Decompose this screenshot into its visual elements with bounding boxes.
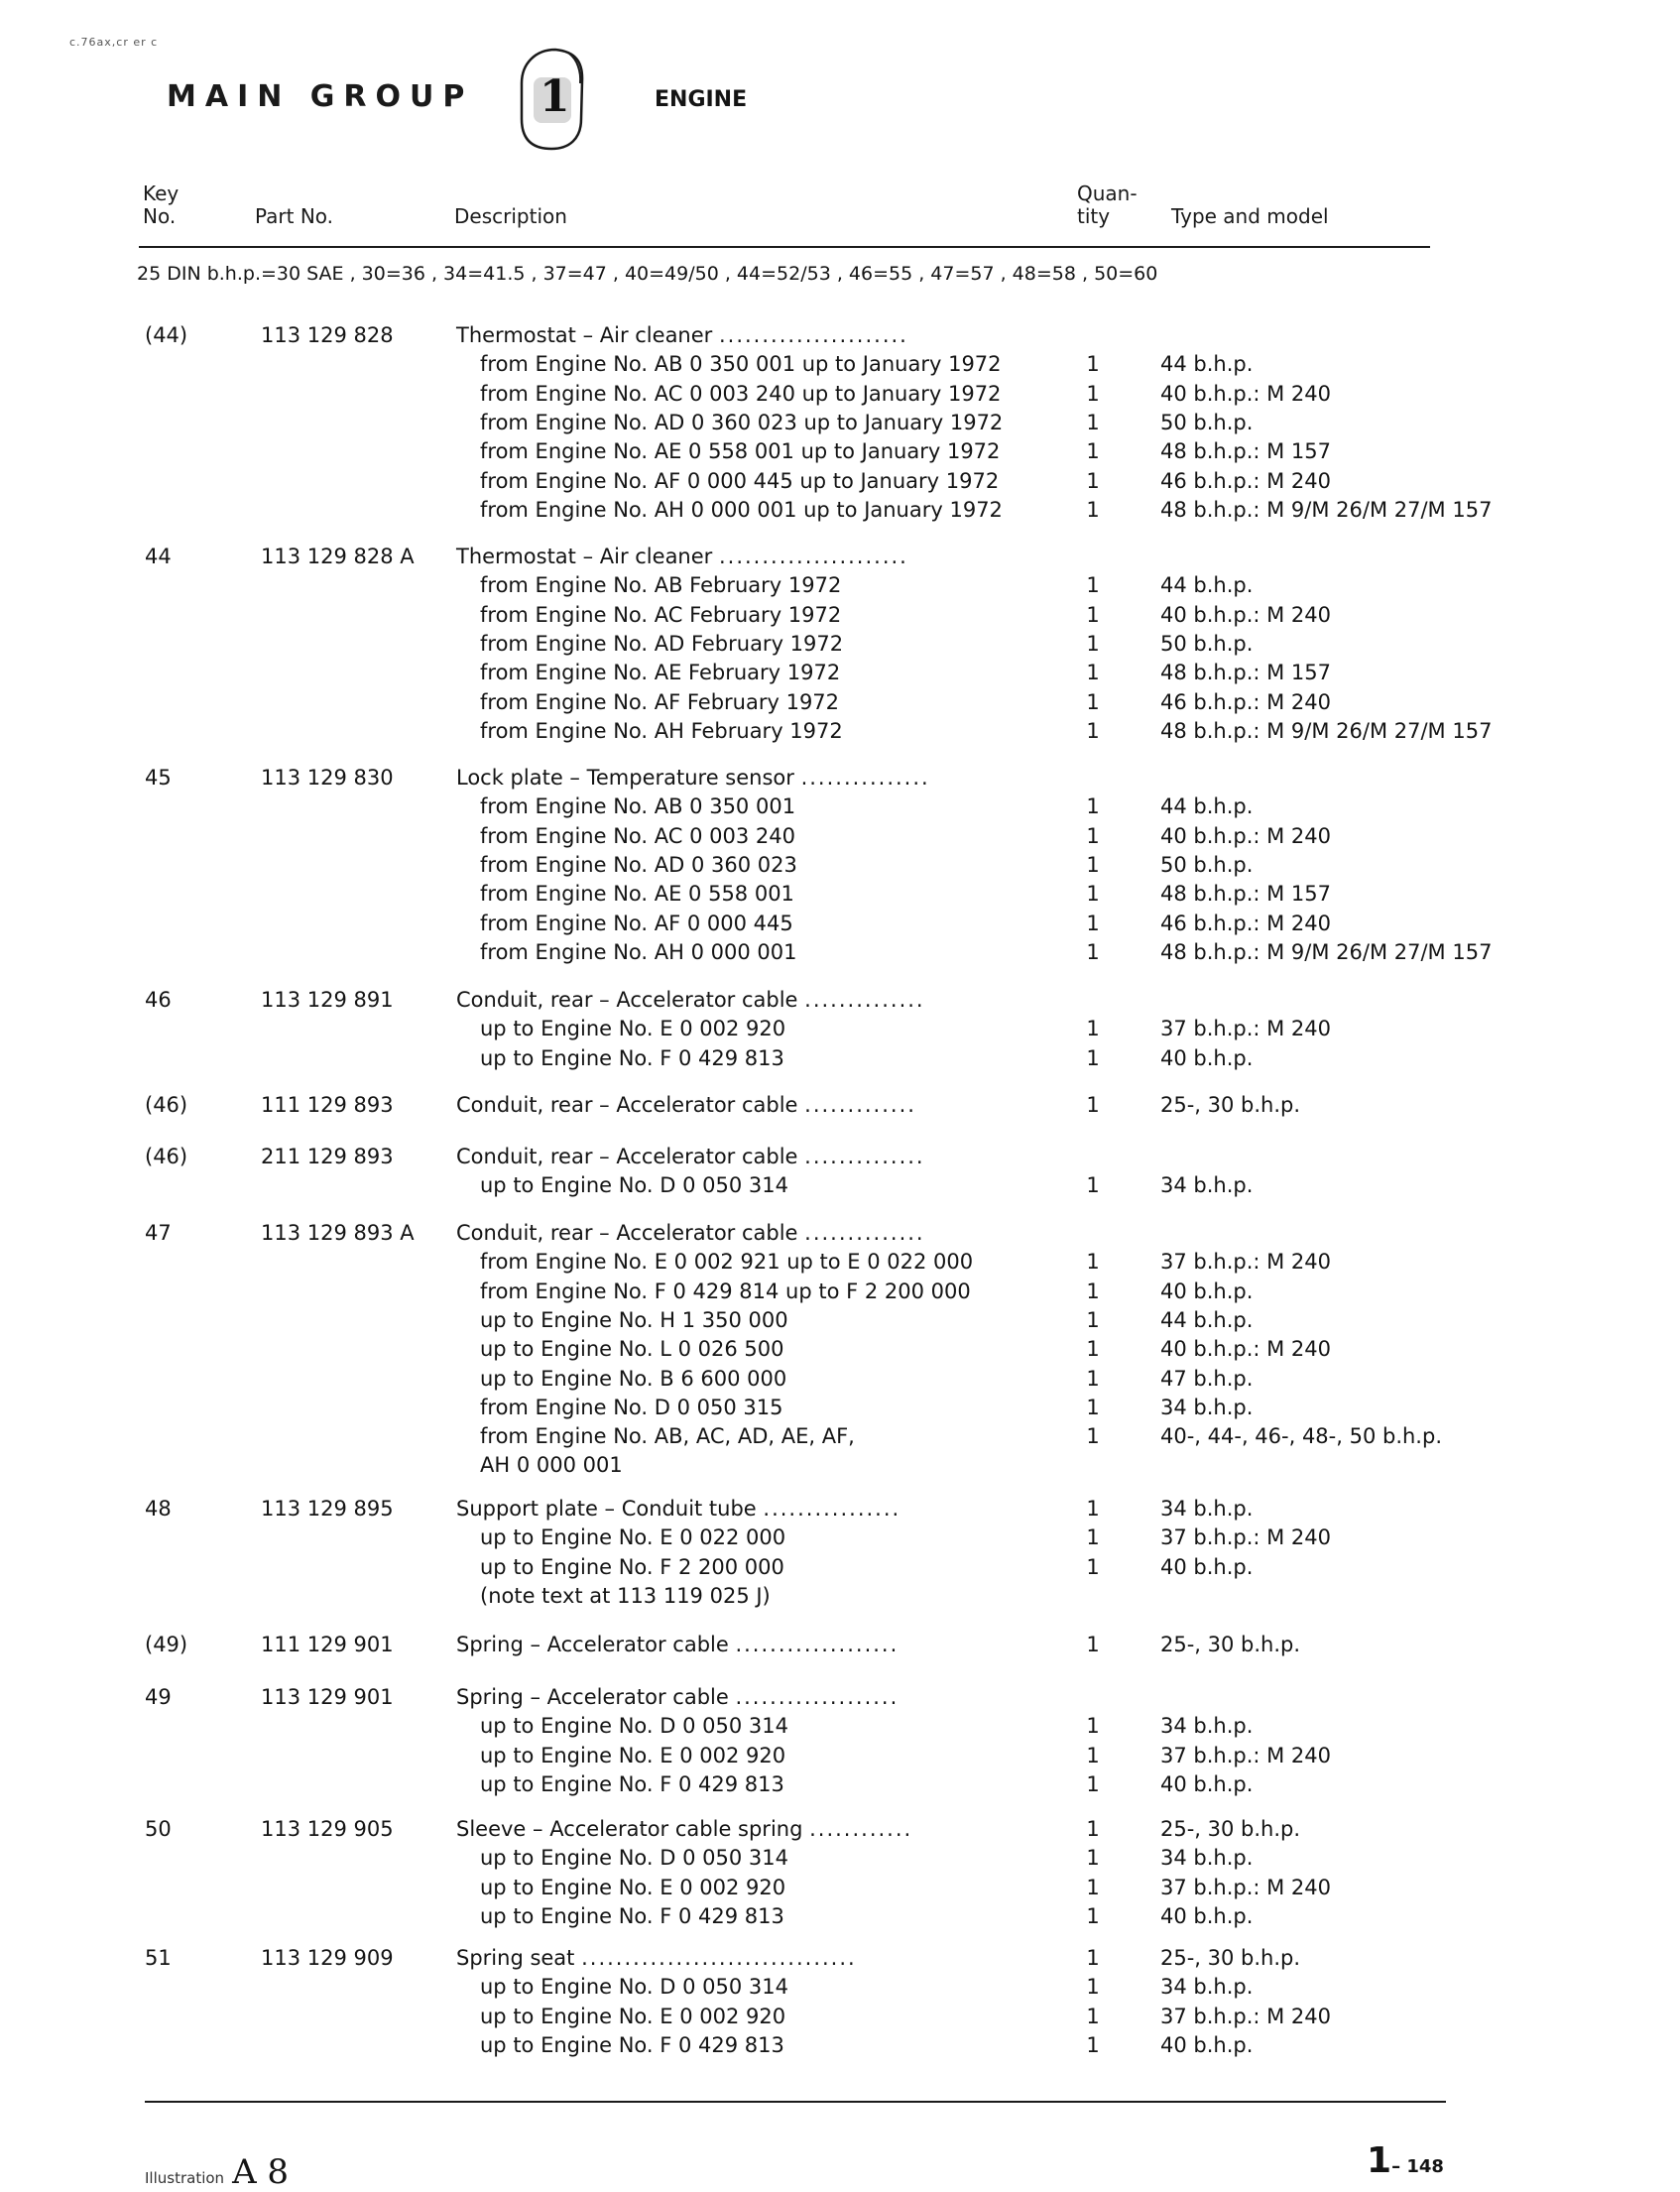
quantity: 1 — [1086, 498, 1100, 522]
type-model: 48 b.h.p.: M 157 — [1160, 661, 1332, 684]
type-model: 34 b.h.p. — [1160, 1497, 1254, 1521]
type-model: 48 b.h.p.: M 9/M 26/M 27/M 157 — [1160, 498, 1493, 522]
part-entry — [0, 1815, 1680, 1844]
applicability-line — [0, 1394, 1680, 1422]
applicability-line — [0, 409, 1680, 437]
part-number: 113 129 830 — [261, 766, 394, 790]
applicability-line — [0, 1902, 1680, 1931]
col-header-key-line2: No. — [143, 204, 177, 228]
quantity: 1 — [1086, 1017, 1100, 1040]
part-description — [456, 321, 908, 350]
engine-range: from Engine No. E 0 002 921 up to E 0 022 000 — [480, 1250, 974, 1274]
type-model: 34 b.h.p. — [1160, 1173, 1254, 1197]
engine-range: from Engine No. AC 0 003 240 up to January 1972 — [480, 382, 1002, 406]
part-description — [456, 1815, 912, 1844]
part-entry — [0, 764, 1680, 792]
type-model: 25-, 30 b.h.p. — [1160, 1817, 1301, 1841]
part-description — [456, 1944, 857, 1973]
description-text: Conduit, rear – Accelerator cable — [456, 988, 805, 1012]
quantity: 1 — [1086, 1497, 1100, 1521]
applicability-line — [0, 380, 1680, 409]
page-number-sub: – 148 — [1391, 2156, 1444, 2177]
type-model: 37 b.h.p.: M 240 — [1160, 2005, 1332, 2028]
quantity: 1 — [1086, 1714, 1100, 1738]
description-text: Thermostat – Air cleaner — [456, 323, 719, 347]
quantity: 1 — [1086, 1817, 1100, 1841]
engine-range: up to Engine No. D 0 050 314 — [480, 1714, 788, 1738]
part-number: 113 129 895 — [261, 1497, 394, 1521]
type-model: 34 b.h.p. — [1160, 1714, 1254, 1738]
col-header-qty-line1: Quan- — [1077, 182, 1138, 205]
type-model: 40 b.h.p. — [1160, 2033, 1254, 2057]
part-number: 113 129 893 A — [261, 1221, 415, 1245]
quantity: 1 — [1086, 382, 1100, 406]
part-description — [456, 1683, 899, 1712]
type-model: 44 b.h.p. — [1160, 573, 1254, 597]
applicability-line — [0, 1451, 1680, 1480]
engine-range: (note text at 113 119 025 J) — [480, 1584, 771, 1608]
type-model: 40 b.h.p. — [1160, 1046, 1254, 1070]
engine-range: from Engine No. D 0 050 315 — [480, 1396, 783, 1419]
engine-range: up to Engine No. H 1 350 000 — [480, 1308, 788, 1332]
applicability-line — [0, 1248, 1680, 1277]
engine-range: from Engine No. F 0 429 814 up to F 2 200 000 — [480, 1279, 971, 1303]
part-number: 111 129 893 — [261, 1093, 394, 1117]
engine-range: from Engine No. AE 0 558 001 up to January 1972 — [480, 439, 1001, 463]
type-model: 48 b.h.p.: M 9/M 26/M 27/M 157 — [1160, 719, 1493, 743]
applicability-line — [0, 1306, 1680, 1335]
applicability-line — [0, 1171, 1680, 1200]
applicability-line — [0, 601, 1680, 630]
part-description — [456, 1143, 925, 1171]
key-number: (46) — [145, 1093, 188, 1117]
type-model: 50 b.h.p. — [1160, 632, 1254, 656]
applicability-line — [0, 1523, 1680, 1552]
type-model: 25-, 30 b.h.p. — [1160, 1946, 1301, 1970]
quantity: 1 — [1086, 940, 1100, 964]
footer-rule — [145, 2101, 1446, 2103]
description-text: Spring seat — [456, 1946, 582, 1970]
engine-range: from Engine No. AD 0 360 023 up to January 1972 — [480, 411, 1004, 434]
illustration-code: A 8 — [232, 2152, 290, 2192]
applicability-line — [0, 1770, 1680, 1799]
quantity: 1 — [1086, 719, 1100, 743]
type-model: 46 b.h.p.: M 240 — [1160, 690, 1332, 714]
dot-leader: ............ — [809, 1817, 913, 1841]
key-number: (46) — [145, 1145, 188, 1168]
engine-range: from Engine No. AD 0 360 023 — [480, 853, 797, 877]
page-number-main: 1 — [1367, 2140, 1392, 2181]
type-model: 40 b.h.p. — [1160, 1279, 1254, 1303]
type-model: 37 b.h.p.: M 240 — [1160, 1525, 1332, 1549]
engine-range: AH 0 000 001 — [480, 1453, 623, 1477]
quantity: 1 — [1086, 1046, 1100, 1070]
part-description — [456, 764, 930, 792]
applicability-line — [0, 437, 1680, 466]
dot-leader: ................... — [735, 1633, 900, 1656]
description-text: Spring – Accelerator cable — [456, 1685, 736, 1709]
type-model: 40 b.h.p.: M 240 — [1160, 1337, 1332, 1361]
engine-range: from Engine No. AB 0 350 001 — [480, 794, 796, 818]
key-number: 51 — [145, 1946, 172, 1970]
part-description — [456, 1091, 916, 1120]
engine-range: up to Engine No. B 6 600 000 — [480, 1367, 787, 1391]
part-entry — [0, 543, 1680, 571]
applicability-line — [0, 792, 1680, 821]
description-text: Support plate – Conduit tube — [456, 1497, 764, 1521]
dot-leader: ................... — [735, 1685, 900, 1709]
quantity: 1 — [1086, 469, 1100, 493]
engine-range: from Engine No. AB, AC, AD, AE, AF, — [480, 1424, 855, 1448]
applicability-line — [0, 822, 1680, 851]
quantity: 1 — [1086, 1555, 1100, 1579]
quantity: 1 — [1086, 603, 1100, 627]
col-header-qty-line2: tity — [1077, 204, 1111, 228]
engine-range: up to Engine No. F 0 429 813 — [480, 2033, 784, 2057]
quantity: 1 — [1086, 1904, 1100, 1928]
quantity: 1 — [1086, 1946, 1100, 1970]
quantity: 1 — [1086, 824, 1100, 848]
applicability-line — [0, 717, 1680, 746]
key-number: (49) — [145, 1633, 188, 1656]
engine-range: up to Engine No. D 0 050 314 — [480, 1846, 788, 1870]
quantity: 1 — [1086, 1975, 1100, 1999]
type-model: 34 b.h.p. — [1160, 1975, 1254, 1999]
engine-range: from Engine No. AE 0 558 001 — [480, 882, 794, 906]
applicability-line — [0, 2031, 1680, 2060]
applicability-line — [0, 1335, 1680, 1364]
engine-range: up to Engine No. E 0 002 920 — [480, 1876, 786, 1899]
part-number: 113 129 828 — [261, 323, 394, 347]
quantity: 1 — [1086, 1337, 1100, 1361]
part-description — [456, 1631, 899, 1659]
applicability-line — [0, 630, 1680, 659]
type-model: 48 b.h.p.: M 9/M 26/M 27/M 157 — [1160, 940, 1493, 964]
engine-range: up to Engine No. L 0 026 500 — [480, 1337, 784, 1361]
applicability-line — [0, 1742, 1680, 1770]
main-group-title: MAIN GROUP — [167, 79, 474, 114]
dot-leader: .............. — [804, 1221, 925, 1245]
part-entry — [0, 1631, 1680, 1659]
applicability-line — [0, 2003, 1680, 2031]
applicability-line — [0, 1844, 1680, 1873]
description-text: Thermostat – Air cleaner — [456, 545, 719, 568]
type-model: 44 b.h.p. — [1160, 794, 1254, 818]
type-model: 40 b.h.p.: M 240 — [1160, 603, 1332, 627]
quantity: 1 — [1086, 573, 1100, 597]
description-text: Conduit, rear – Accelerator cable — [456, 1093, 805, 1117]
page-number — [1367, 2140, 1444, 2181]
type-model: 46 b.h.p.: M 240 — [1160, 469, 1332, 493]
quantity: 1 — [1086, 1093, 1100, 1117]
part-entry — [0, 1944, 1680, 1973]
illustration-ref — [145, 2152, 289, 2192]
part-number: 211 129 893 — [261, 1145, 394, 1168]
type-model: 50 b.h.p. — [1160, 411, 1254, 434]
quantity: 1 — [1086, 1744, 1100, 1767]
applicability-line — [0, 496, 1680, 525]
type-model: 37 b.h.p.: M 240 — [1160, 1017, 1332, 1040]
type-model: 34 b.h.p. — [1160, 1396, 1254, 1419]
quantity: 1 — [1086, 912, 1100, 935]
quantity: 1 — [1086, 661, 1100, 684]
section-title: ENGINE — [655, 87, 748, 112]
type-model: 25-, 30 b.h.p. — [1160, 1633, 1301, 1656]
quantity: 1 — [1086, 1525, 1100, 1549]
engine-range: up to Engine No. E 0 002 920 — [480, 2005, 786, 2028]
part-description — [456, 543, 908, 571]
part-number: 113 129 909 — [261, 1946, 394, 1970]
part-entry — [0, 1143, 1680, 1171]
description-text: Spring – Accelerator cable — [456, 1633, 736, 1656]
col-header-type-model: Type and model — [1171, 204, 1329, 228]
applicability-line — [0, 659, 1680, 687]
dot-leader: .............. — [804, 988, 925, 1012]
type-model: 34 b.h.p. — [1160, 1846, 1254, 1870]
type-model: 40-, 44-, 46-, 48-, 50 b.h.p. — [1160, 1424, 1442, 1448]
key-number: (44) — [145, 323, 188, 347]
part-entry — [0, 321, 1680, 350]
quantity: 1 — [1086, 1396, 1100, 1419]
part-entry — [0, 986, 1680, 1015]
applicability-line — [0, 1278, 1680, 1306]
part-entry — [0, 1683, 1680, 1712]
engine-range: from Engine No. AC 0 003 240 — [480, 824, 795, 848]
engine-range: from Engine No. AB 0 350 001 up to January 1972 — [480, 352, 1002, 376]
type-model: 40 b.h.p. — [1160, 1772, 1254, 1796]
col-header-description: Description — [454, 204, 567, 228]
type-model: 25-, 30 b.h.p. — [1160, 1093, 1301, 1117]
applicability-line — [0, 880, 1680, 909]
quantity: 1 — [1086, 1633, 1100, 1656]
applicability-line — [0, 1044, 1680, 1073]
applicability-line — [0, 938, 1680, 967]
part-entry — [0, 1091, 1680, 1120]
applicability-line — [0, 1712, 1680, 1741]
quantity: 1 — [1086, 1876, 1100, 1899]
group-number: 1 — [540, 71, 570, 122]
quantity: 1 — [1086, 1846, 1100, 1870]
engine-range: up to Engine No. F 0 429 813 — [480, 1772, 784, 1796]
description-text: Lock plate – Temperature sensor — [456, 766, 801, 790]
engine-range: from Engine No. AF February 1972 — [480, 690, 840, 714]
engine-range: from Engine No. AH 0 000 001 — [480, 940, 797, 964]
type-model: 37 b.h.p.: M 240 — [1160, 1250, 1332, 1274]
applicability-line — [0, 1422, 1680, 1451]
dot-leader: ................ — [763, 1497, 901, 1521]
applicability-line — [0, 1874, 1680, 1902]
engine-range: up to Engine No. F 0 429 813 — [480, 1046, 784, 1070]
quantity: 1 — [1086, 853, 1100, 877]
part-description — [456, 1219, 925, 1248]
dot-leader: ...................... — [718, 545, 908, 568]
key-number: 49 — [145, 1685, 172, 1709]
engine-range: from Engine No. AH February 1972 — [480, 719, 843, 743]
engine-range: from Engine No. AE February 1972 — [480, 661, 841, 684]
quantity: 1 — [1086, 632, 1100, 656]
quantity: 1 — [1086, 1308, 1100, 1332]
quantity: 1 — [1086, 690, 1100, 714]
type-model: 40 b.h.p.: M 240 — [1160, 382, 1332, 406]
engine-range: from Engine No. AH 0 000 001 up to January 1972 — [480, 498, 1003, 522]
key-number: 50 — [145, 1817, 172, 1841]
col-header-part: Part No. — [255, 204, 334, 228]
type-model: 44 b.h.p. — [1160, 352, 1254, 376]
din-conversion-note: 25 DIN b.h.p.=30 SAE , 30=36 , 34=41.5 , 37=47 , 40=49/50 , 44=52/53 , 46=55 , 47=57 , 48=58 , 50=60 — [137, 263, 1158, 285]
applicability-line — [0, 1553, 1680, 1582]
type-model: 40 b.h.p. — [1160, 1555, 1254, 1579]
applicability-line — [0, 910, 1680, 938]
key-number: 44 — [145, 545, 172, 568]
engine-range: from Engine No. AD February 1972 — [480, 632, 844, 656]
applicability-line — [0, 1015, 1680, 1043]
part-description — [456, 986, 925, 1015]
description-text: Conduit, rear – Accelerator cable — [456, 1221, 805, 1245]
type-model: 46 b.h.p.: M 240 — [1160, 912, 1332, 935]
dot-leader: ................................ — [581, 1946, 857, 1970]
description-text: Conduit, rear – Accelerator cable — [456, 1145, 805, 1168]
quantity: 1 — [1086, 2033, 1100, 2057]
key-number: 47 — [145, 1221, 172, 1245]
quantity: 1 — [1086, 1173, 1100, 1197]
applicability-line — [0, 467, 1680, 496]
part-number: 113 129 901 — [261, 1685, 394, 1709]
col-header-key-line1: Key — [143, 182, 180, 205]
type-model: 44 b.h.p. — [1160, 1308, 1254, 1332]
quantity: 1 — [1086, 352, 1100, 376]
quantity: 1 — [1086, 1279, 1100, 1303]
engine-range: up to Engine No. F 2 200 000 — [480, 1555, 784, 1579]
engine-range: up to Engine No. D 0 050 314 — [480, 1173, 788, 1197]
quantity: 1 — [1086, 411, 1100, 434]
type-model: 48 b.h.p.: M 157 — [1160, 439, 1332, 463]
quantity: 1 — [1086, 1424, 1100, 1448]
type-model: 48 b.h.p.: M 157 — [1160, 882, 1332, 906]
engine-range: up to Engine No. D 0 050 314 — [480, 1975, 788, 1999]
engine-range: from Engine No. AC February 1972 — [480, 603, 842, 627]
dot-leader: ............... — [800, 766, 930, 790]
type-model: 37 b.h.p.: M 240 — [1160, 1876, 1332, 1899]
applicability-line — [0, 1365, 1680, 1394]
engine-range: up to Engine No. E 0 002 920 — [480, 1017, 786, 1040]
applicability-line — [0, 350, 1680, 379]
engine-range: up to Engine No. F 0 429 813 — [480, 1904, 784, 1928]
applicability-line — [0, 688, 1680, 717]
quantity: 1 — [1086, 2005, 1100, 2028]
applicability-line — [0, 1973, 1680, 2002]
type-model: 37 b.h.p.: M 240 — [1160, 1744, 1332, 1767]
type-model: 50 b.h.p. — [1160, 853, 1254, 877]
part-number: 113 129 828 A — [261, 545, 415, 568]
applicability-line — [0, 851, 1680, 880]
dot-leader: .............. — [804, 1145, 925, 1168]
applicability-line — [0, 1582, 1680, 1611]
dot-leader: ............. — [804, 1093, 916, 1117]
part-description — [456, 1495, 900, 1523]
type-model: 40 b.h.p.: M 240 — [1160, 824, 1332, 848]
quantity: 1 — [1086, 794, 1100, 818]
key-number: 45 — [145, 766, 172, 790]
part-number: 113 129 891 — [261, 988, 394, 1012]
part-number: 113 129 905 — [261, 1817, 394, 1841]
key-number: 48 — [145, 1497, 172, 1521]
description-text: Sleeve – Accelerator cable spring — [456, 1817, 810, 1841]
quantity: 1 — [1086, 1367, 1100, 1391]
quantity: 1 — [1086, 1772, 1100, 1796]
engine-range: from Engine No. AB February 1972 — [480, 573, 842, 597]
scan-noise: c.76ax,cr er c — [69, 36, 159, 49]
type-model: 47 b.h.p. — [1160, 1367, 1254, 1391]
dot-leader: ...................... — [718, 323, 908, 347]
part-entry — [0, 1495, 1680, 1523]
quantity: 1 — [1086, 439, 1100, 463]
engine-range: up to Engine No. E 0 022 000 — [480, 1525, 786, 1549]
applicability-line — [0, 571, 1680, 600]
quantity: 1 — [1086, 882, 1100, 906]
part-number: 111 129 901 — [261, 1633, 394, 1656]
engine-range: from Engine No. AF 0 000 445 up to January 1972 — [480, 469, 1000, 493]
key-number: 46 — [145, 988, 172, 1012]
part-entry — [0, 1219, 1680, 1248]
type-model: 40 b.h.p. — [1160, 1904, 1254, 1928]
engine-range: from Engine No. AF 0 000 445 — [480, 912, 793, 935]
engine-range: up to Engine No. E 0 002 920 — [480, 1744, 786, 1767]
quantity: 1 — [1086, 1250, 1100, 1274]
illustration-label: Illustration — [145, 2169, 225, 2187]
